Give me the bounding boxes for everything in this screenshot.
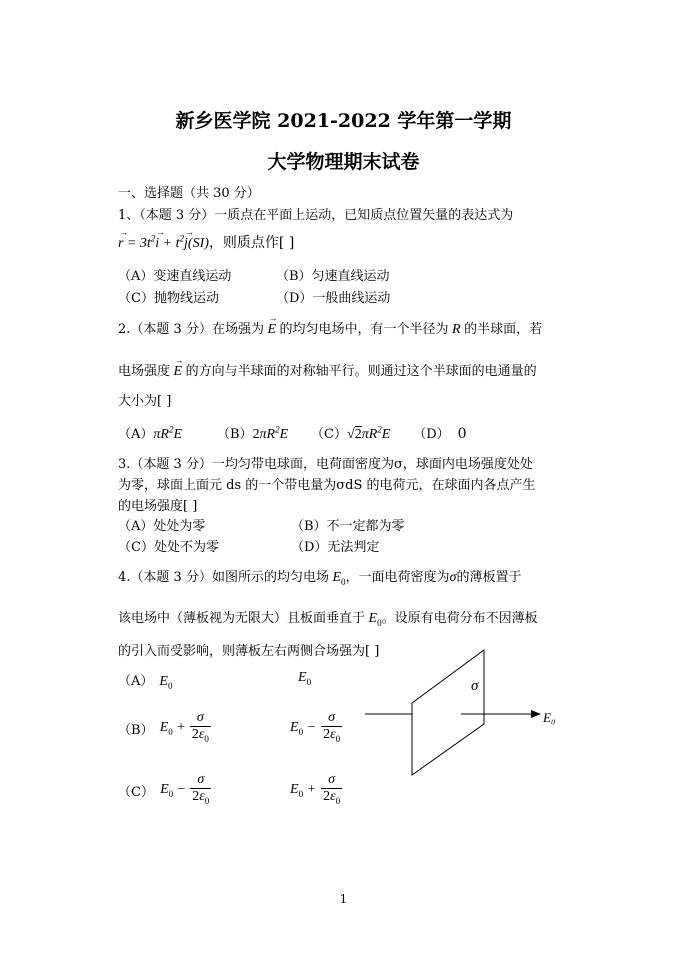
q2-stem-line3: 大小为[ ]: [118, 394, 172, 409]
page-title: 新乡医学院 2021-2022 学年第一学期: [175, 110, 512, 132]
q2-option-d-label: （D）: [413, 427, 450, 442]
q4-stem-line1: 4.（本题 3 分）如图所示的均匀电场 $E_0$，一面电荷密度为σ的薄板置于: [118, 570, 522, 587]
q2-stem-line2-part1: 电场强度: [118, 364, 171, 379]
q1-formula-suffix: ，则质点作[ ]: [208, 235, 295, 251]
q1-option-b: （B）匀速直线运动: [276, 269, 390, 284]
q2-stem-line2: 电场强度 → E 的方向与半球面的对称轴平行。则通过这个半球面的电通量的: [118, 360, 537, 380]
q3-stem-line1: 3.（本题 3 分）一均匀带电球面，电荷面密度为σ，球面内电场强度处处: [118, 457, 533, 472]
q4-stem-part3: 的薄板置于: [456, 570, 522, 585]
q2-option-d: 0: [457, 426, 467, 442]
q2-stem-line1: 2.（本题 3 分）在场强为 → E 的均匀电场中，有一个半径为 R 的半球面，若: [118, 318, 542, 338]
q2-stem-line2-part2: 的方向与半球面的对称轴平行。则通过这个半球面的电通量的: [185, 364, 537, 379]
q3-option-d: （D）无法判定: [291, 540, 380, 555]
q2-stem-part1: 2.（本题 3 分）在场强为: [118, 322, 264, 337]
q1-option-a: （A）变速直线运动: [118, 269, 232, 284]
figure-E-label: E₀: [543, 710, 556, 725]
q4-option-a-label: （A）: [118, 674, 154, 689]
q2-option-c: $√2\pi R^2E$: [347, 424, 391, 442]
figure-sigma-label: σ: [471, 678, 479, 694]
q4-option-c: （C） $E_0$ − $\frac{\sigma}{2\varepsilon_0}$: [118, 772, 211, 809]
q2-option-b-label: （B）: [216, 427, 253, 442]
q3-stem-line2: 为零，球面上面元 ds 的一个带电量为σdS 的电荷元，在球面内各点产生: [118, 478, 536, 493]
q4-option-c-label: （C）: [118, 784, 154, 800]
q4-option-b-right: $E_0$ − $\frac{\sigma}{2\varepsilon_0}$: [290, 710, 342, 747]
q1-stem: 1、（本题 3 分）一质点在平面上运动，已知质点位置矢量的表达式为: [118, 208, 514, 223]
page-subtitle: 大学物理期末试卷: [267, 151, 420, 173]
q1-formula-line: [118, 232, 294, 252]
q4-option-a-right: $E_0$: [298, 670, 312, 687]
q2-option-a-label: （A）: [118, 427, 154, 442]
q3-option-a: （A）处处为零: [118, 519, 206, 534]
plate-shape: [412, 650, 484, 775]
q4-option-b-label: （B）: [118, 722, 154, 738]
arrow-head-icon: [531, 710, 541, 718]
q1-option-c: （C）抛物线运动: [118, 291, 219, 306]
section-heading: 一、选择题（共 30 分）: [118, 186, 260, 201]
q4-option-a: （A） $E_0$: [118, 674, 173, 691]
q2-options: [118, 423, 467, 443]
q2-stem-part2: 的均匀电场中，有一个半径为: [279, 322, 449, 337]
q4-figure: [355, 640, 570, 785]
q1-formula: → $r = 3t^2\to i + t^2\to j(SI)$: [118, 236, 209, 251]
q3-option-b: （B）不一定都为零: [291, 519, 405, 534]
q4-stem-part2: ，一面电荷密度为: [345, 570, 450, 585]
q2-option-c-label: （C）: [311, 427, 347, 442]
q4-stem-line2: 该电场中（薄板视为无限大）且板面垂直于 $E_0$。设原有电荷分布不因薄板: [118, 611, 538, 628]
q2-option-b: $2\pi R^2E$: [252, 424, 289, 442]
page-number: 1: [339, 892, 348, 906]
q2-option-a: $\pi R^2E$: [153, 424, 183, 442]
q3-stem-line3: 的电场强度[ ]: [118, 499, 198, 514]
q4-stem-part1: 4.（本题 3 分）如图所示的均匀电场: [118, 570, 329, 585]
q4-stem-line3: 的引入而受影响，则薄板左右两侧合场强为[ ]: [118, 644, 380, 659]
q1-option-d: （D）一般曲线运动: [276, 291, 391, 306]
q4-stem-line2-part2: 。设原有电荷分布不因薄板: [381, 611, 538, 626]
q4-option-c-right: $E_0$ + $\frac{\sigma}{2\varepsilon_0}$: [290, 772, 342, 809]
q4-option-b: （B） $E_0$ + $\frac{\sigma}{2\varepsilon_0}$: [118, 710, 211, 747]
q2-stem-part3: 的半球面，若: [464, 322, 543, 337]
q4-stem-line2-part1: 该电场中（薄板视为无限大）且板面垂直于: [118, 611, 366, 626]
q3-option-c: （C）处处不为零: [118, 540, 219, 555]
